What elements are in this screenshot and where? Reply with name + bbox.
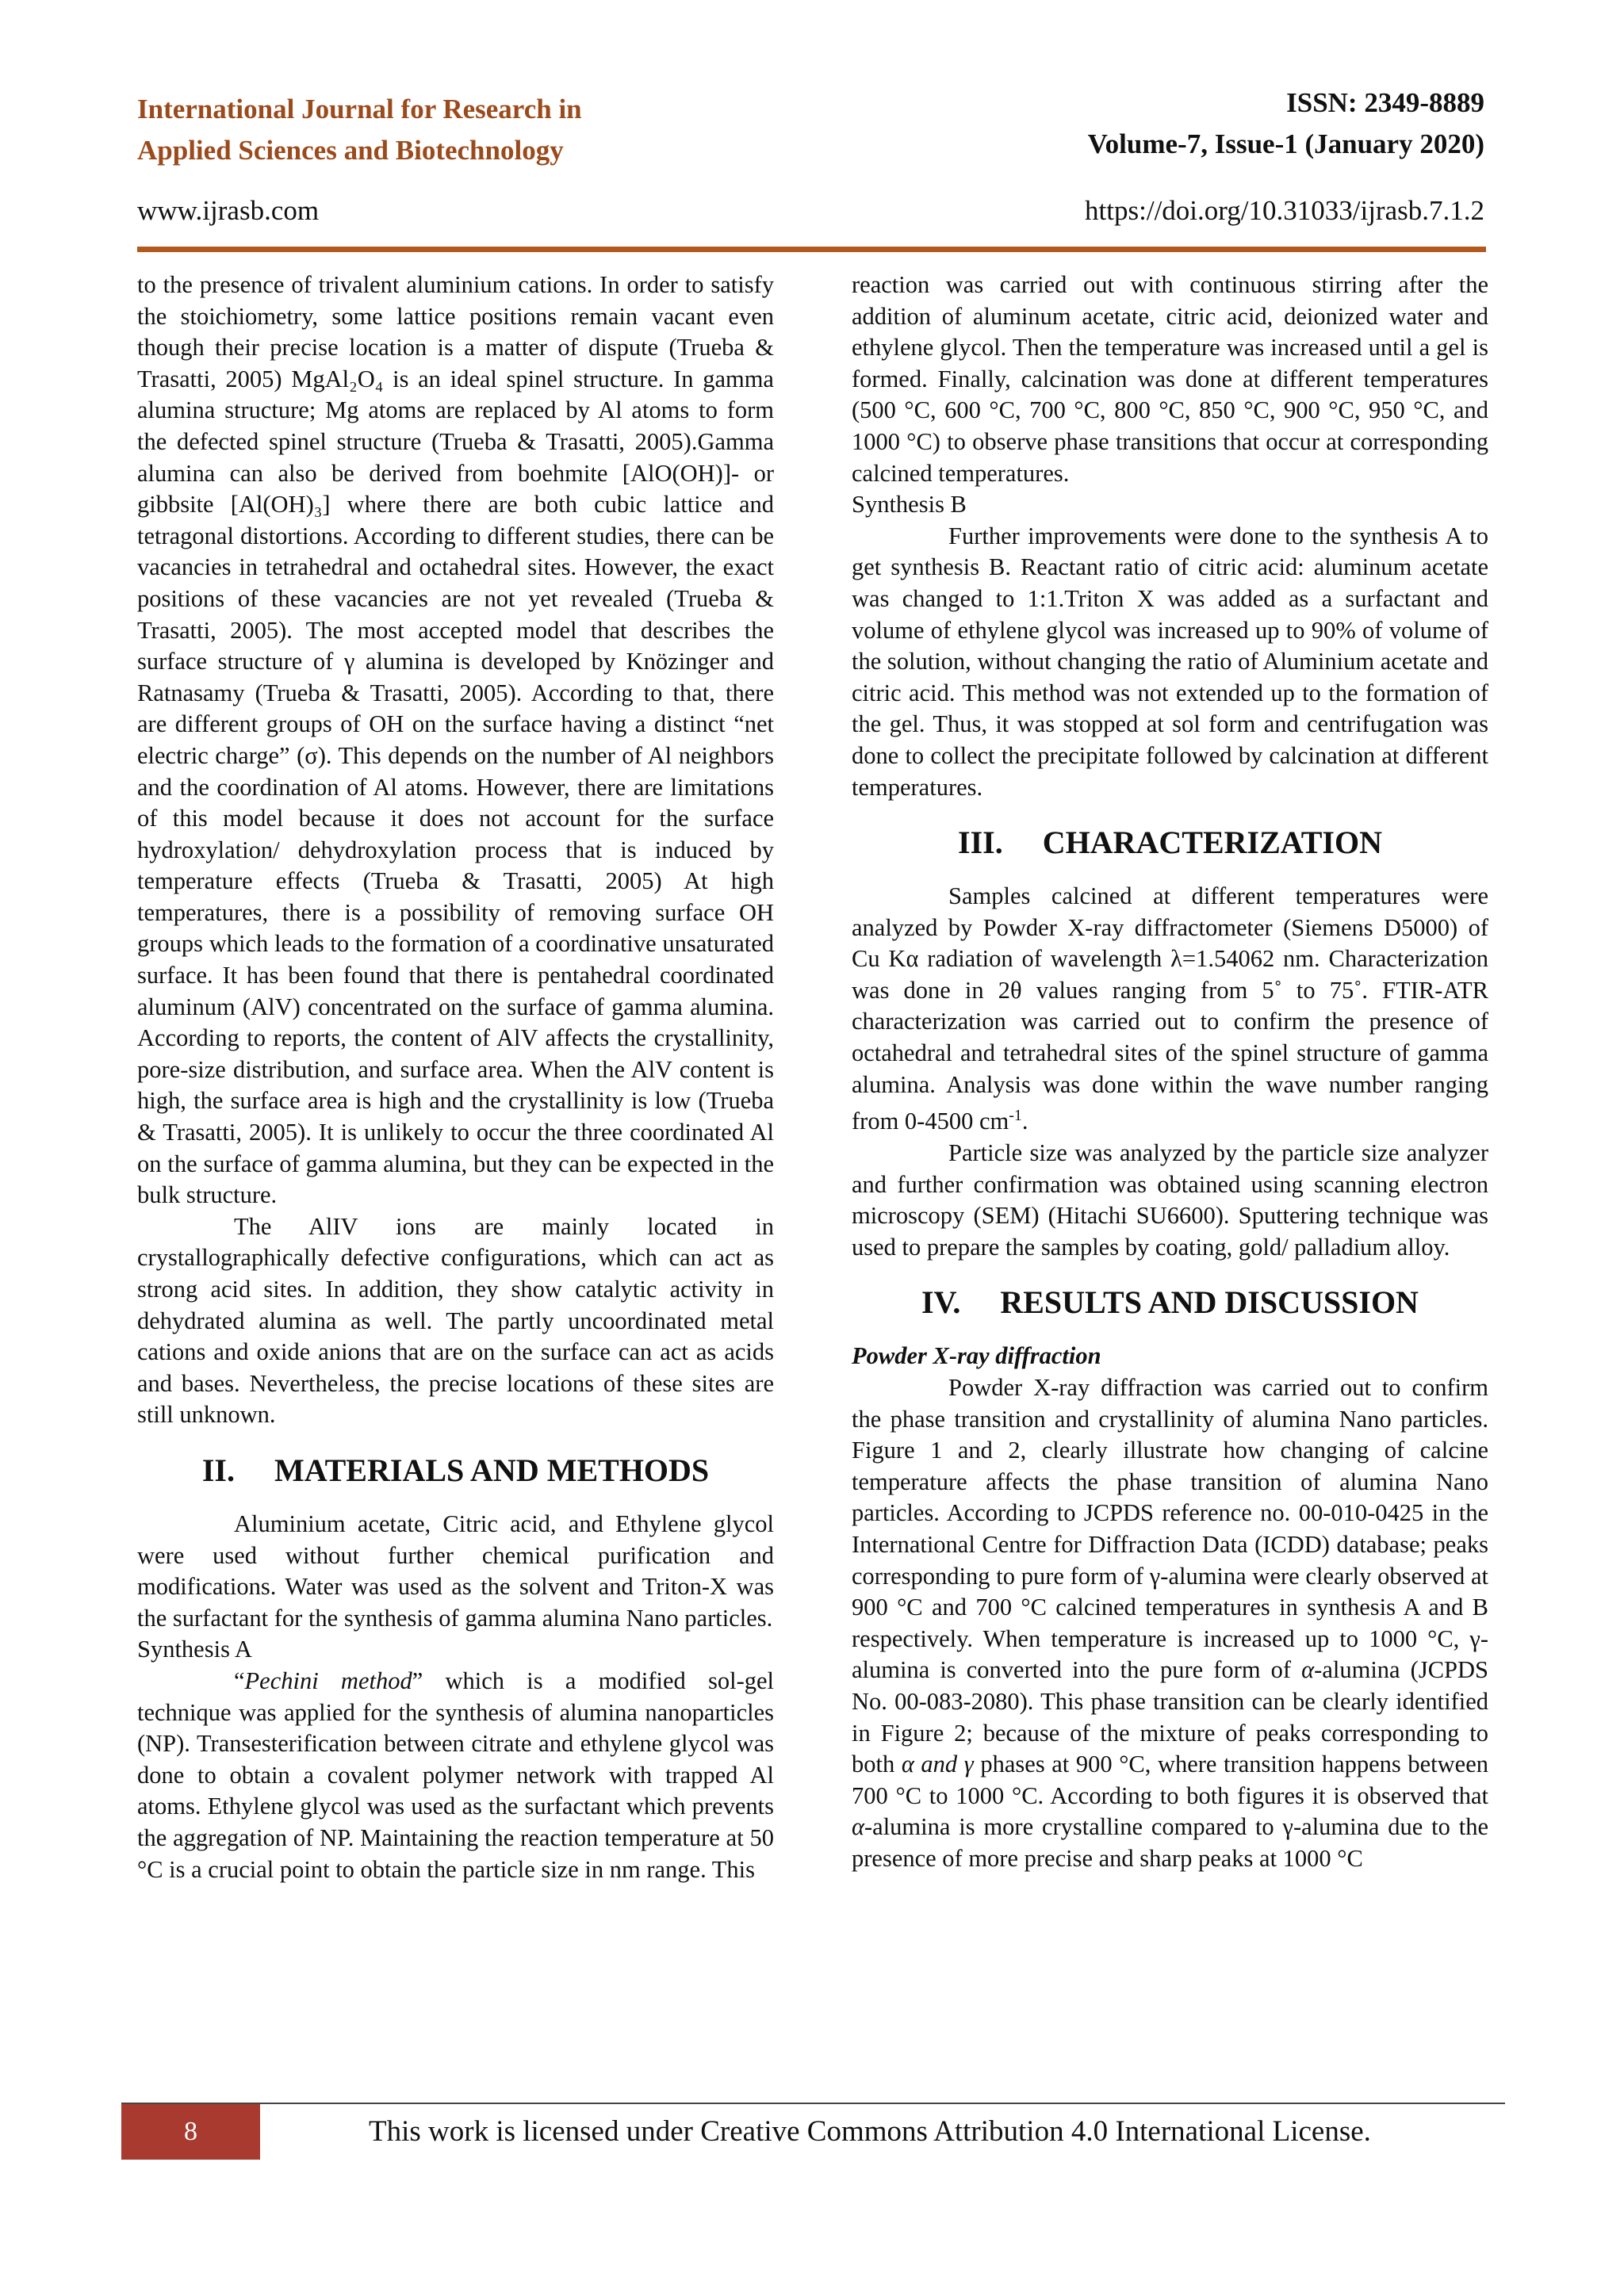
text-run: Samples calcined at different temperatures were analyzed by Powder X-ray diffractometer (Siemens D5000) of Cu Kα radiation of wavelength λ=1.54062 nm. Characterization was done in 2θ values ranging from 5˚ to 75˚. FTIR-ATR characterization was carried out to confirm the presence of octahedral and tetrahedral sites of the spinel structure of gamma alumina. Analysis was done within the wave number ranging from 0-4500 cm (852, 882, 1488, 1135)
section-number: III. (958, 825, 1003, 861)
text-run: phases at 900 °C, where transition happens between 700 °C to 1000 °C. According to both figures it is observed that (852, 1751, 1488, 1809)
chemical-formula: MgAl₂O₄ (291, 365, 384, 392)
section-title: MATERIALS AND METHODS (274, 1452, 710, 1488)
paragraph (137, 270, 774, 1211)
method-name: Pechini method (244, 1667, 412, 1694)
section-number: II. (201, 1452, 235, 1488)
text-run: ” which is a modified sol-gel technique was applied for the synthesis of alumina nanoparticles (NP). Transesterification between citrate and ethylene glycol was done to obtain a covalent polymer network with trapped Al atoms. Ethylene glycol was used as the surfactant which prevents the aggregation of NP. Maintaining the reaction temperature at 50 °C is a crucial point to obtain the particle size in nm range. This (137, 1667, 774, 1883)
journal-name-line2: Applied Sciences and Biotechnology (137, 135, 564, 166)
doi-link[interactable]: https://doi.org/10.31033/ijrasb.7.1.2 (1085, 195, 1484, 226)
paragraph: Aluminium acetate, Citric acid, and Ethylene glycol were used without further chemical purification and modifications. Water was used as the solvent and Triton-X was the surfactant for the synthesis of gamma alumina Nano particles. (137, 1510, 774, 1632)
paragraph: The AlIV ions are mainly located in crystallographically defective configurations, which can act as strong acid sites. In addition, they show catalytic activity in dehydrated alumina as well. The partly uncoordinated metal cations and oxide anions that are on the surface can act as acids and bases. Nevertheless, the precise locations of these sites are still unknown. (137, 1212, 774, 1429)
greek-term: α- (852, 1813, 873, 1841)
text-run: . (1021, 1108, 1028, 1135)
section-heading-results (852, 1284, 1488, 1322)
journal-name (137, 89, 740, 171)
section-heading-materials-methods (137, 1452, 774, 1490)
text-run: to the presence of trivalent aluminium cations. In order to satisfy the stoichiometry, some lattice positions remain vacant even though their precise location is a matter of dispute (Trueba & Trasatti, 2005) (137, 271, 774, 392)
subsection-heading-xrd: Powder X-ray diffraction (852, 1342, 1101, 1370)
journal-website[interactable]: www.ijrasb.com (137, 195, 320, 226)
header-divider (137, 247, 1486, 252)
section-number: IV. (921, 1284, 961, 1321)
section-heading-characterization (852, 824, 1488, 862)
left-column (137, 270, 774, 1885)
journal-name-line1: International Journal for Research in (137, 94, 582, 124)
paragraph: Further improvements were done to the synthesis A to get synthesis B. Reactant ratio of citric acid: aluminum acetate was changed to 1:1.Triton X was added as a surfactant and volume of ethylene glycol was increased up to 90% of volume of the solution, without changing the ratio of Aluminium acetate and citric acid. This method was not extended up to the formation of the gel. Thus, it was stopped at sol form and centrifugation was done to collect the precipitate followed by calcination at different temperatures. (852, 522, 1488, 801)
paragraph: Particle size was analyzed by the particle size analyzer and further confirmation was obtained using scanning electron microscopy (SEM) (Hitachi SU6600). Sputtering technique was used to prepare the samples by coating, gold/ palladium alloy. (852, 1139, 1488, 1261)
section-title: CHARACTERIZATION (1042, 825, 1382, 861)
right-column (852, 270, 1488, 1874)
greek-term: α and γ (901, 1751, 974, 1778)
text-run: Powder X-ray diffraction was carried out to confirm the phase transition and crystallinity of alumina Nano particles. Figure 1 and 2, clearly illustrate how changing of calcine temperature affects the phase transition of alumina Nano particles. According to JCPDS reference no. 00-010-0425 in the International Centre for Diffraction Data (ICDD) database; peaks corresponding to pure form of γ-alumina were clearly observed at 900 °C and 700 °C calcined temperatures in synthesis A and B respectively. When temperature is increased up to 1000 °C, γ-alumina is converted into the pure form of (852, 1373, 1488, 1684)
license-notice: This work is licensed under Creative Commons Attribution 4.0 International License. (369, 2115, 1371, 2148)
greek-term: α- (1301, 1656, 1323, 1684)
section-title: RESULTS AND DISCUSSION (1000, 1284, 1419, 1321)
superscript: -1 (1009, 1107, 1022, 1125)
issue-info (1088, 82, 1484, 165)
volume-issue: Volume-7, Issue-1 (January 2020) (1087, 128, 1484, 159)
paragraph (852, 1372, 1488, 1875)
page-number: 8 (121, 2104, 260, 2160)
paragraph (852, 881, 1488, 1138)
paragraph: reaction was carried out with continuous stirring after the addition of aluminum acetate, citric acid, deionized water and ethylene glycol. Then the temperature was increased until a gel is formed. Finally, calcination was done at different temperatures (500 °C, 600 °C, 700 °C, 800 °C, 850 °C, 900 °C, 950 °C, and 1000 °C) to observe phase transitions that occur at corresponding calcined temperatures. (852, 271, 1488, 487)
paragraph (137, 1666, 774, 1885)
text-run: alumina is more crystalline compared to γ-alumina due to the presence of more precise and sharp peaks at 1000 °C (852, 1813, 1488, 1872)
subsection-label: Synthesis A (137, 1636, 252, 1663)
subsection-label: Synthesis B (852, 491, 967, 519)
text-run: alumina (JCPDS No. 00-083-2080). This phase transition can be clearly identified in Figure 2; because of the mixture of peaks corresponding to both (852, 1656, 1488, 1778)
issn: ISSN: 2349-8889 (1286, 87, 1484, 118)
text-run: “ (234, 1667, 245, 1694)
text-run: is an ideal spinel structure. In gamma alumina structure; Mg atoms are replaced by Al atoms to form the defected spinel structure (Trueba & Trasatti, 2005).Gamma alumina can also be derived from boehmite [AlO(OH)]- or gibbsite [Al(OH)₃] where there are both cubic lattice and tetragonal distortions. According to different studies, there can be vacancies in tetrahedral and octahedral sites. However, the exact positions of these vacancies are not yet revealed (Trueba & Trasatti, 2005). The most accepted model that describes the surface structure of γ alumina is developed by Knözinger and Ratnasamy (Trueba & Trasatti, 2005). According to that, there are different groups of OH on the surface having a distinct “net electric charge” (σ). This depends on the number of Al neighbors and the coordination of Al atoms. However, there are limitations of this model because it does not account for the surface hydroxylation/ dehydroxylation process that is induced by temperature effects (Trueba & Trasatti, 2005) At high temperatures, there is a possibility of removing surface OH groups which leads to the formation of a coordinative unsaturated surface. It has been found that there is pentahedral coordinated aluminum (AlV) concentrated on the surface of gamma alumina. According to reports, the content of AlV affects the crystallinity, pore-size distribution, and surface area. When the AlV content is high, the surface area is high and the crystallinity is low (Trueba & Trasatti, 2005). It is unlikely to occur the three coordinated Al on the surface of gamma alumina, but they can be expected in the bulk structure. (137, 365, 774, 1209)
